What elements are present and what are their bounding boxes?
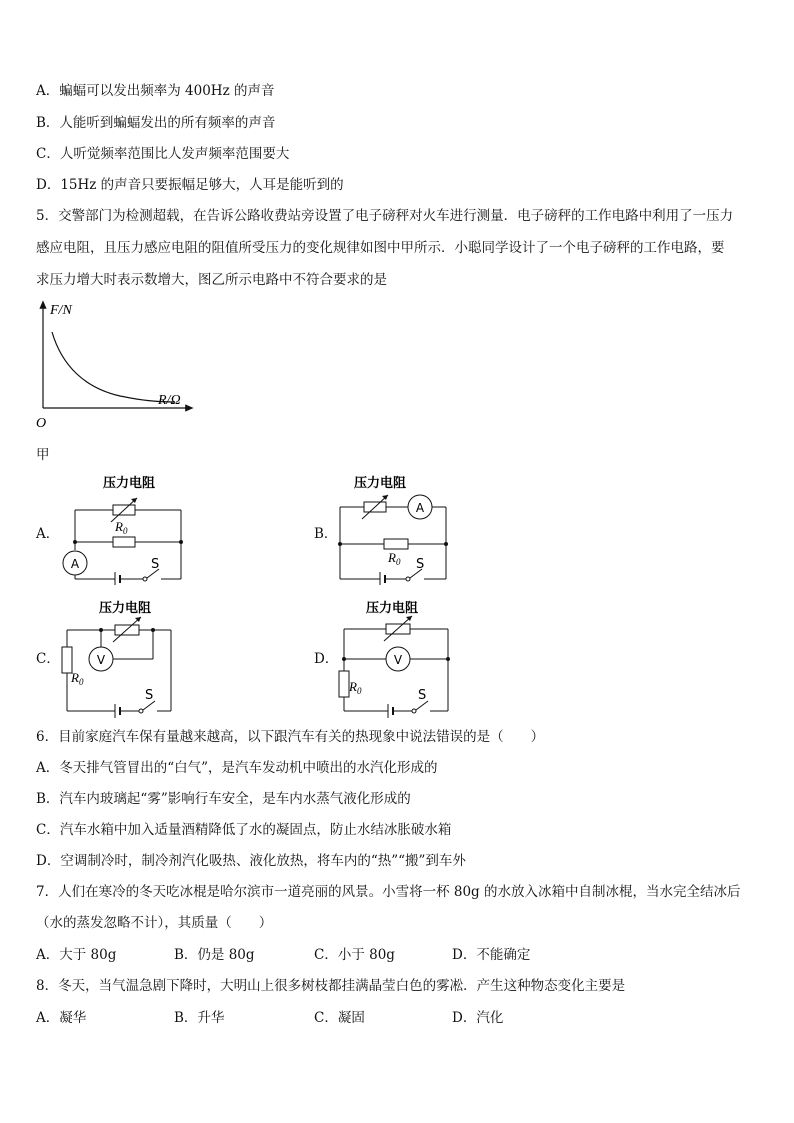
q5-stem-line3: 求压力增大时表示数增大，图乙所示电路中不符合要求的是 bbox=[36, 272, 387, 288]
circuit-d-label: D． bbox=[314, 651, 339, 667]
q5-graph-caption: 甲 bbox=[36, 447, 50, 463]
q6-option-a: A．冬天排气管冒出的“白气”，是汽车发动机中喷出的水汽化形成的 bbox=[36, 760, 438, 776]
q8-option-a: A．凝华 bbox=[36, 1010, 87, 1026]
q4-option-c: C．人听觉频率范围比人发声频率范围要大 bbox=[36, 146, 290, 162]
svg-text:A: A bbox=[415, 501, 425, 515]
circuit-b-title: 压力电阻 bbox=[354, 476, 407, 491]
q8-options bbox=[36, 1009, 503, 1027]
q7-option-a: A．大于 80g bbox=[36, 947, 117, 963]
graph-x-label: R/Ω bbox=[158, 393, 181, 408]
q4-option-b: B．人能听到蝙蝠发出的所有频率的声音 bbox=[36, 115, 276, 131]
circuit-c-title: 压力电阻 bbox=[99, 601, 152, 616]
graph-curve bbox=[52, 332, 175, 402]
circuit-d-title: 压力电阻 bbox=[366, 601, 419, 616]
circuit-a-label: A． bbox=[36, 526, 60, 542]
q6-option-c: C．汽车水箱中加入适量酒精降低了水的凝固点，防止水结冰胀破水箱 bbox=[36, 822, 452, 838]
q7-option-d: D．不能确定 bbox=[452, 947, 531, 963]
q4-option-a: A．蝙蝠可以发出频率为 400Hz 的声音 bbox=[36, 83, 275, 99]
q7-options bbox=[36, 946, 530, 964]
q6-option-b: B．汽车内玻璃起“雾”影响行车安全，是车内水蒸气液化形成的 bbox=[36, 791, 411, 807]
q5-graph-jia bbox=[30, 296, 200, 436]
q8-stem: 8．冬天，当气温急剧下降时，大明山上很多树枝都挂满晶莹白色的雾凇．产生这种物态变化主要是 bbox=[36, 978, 626, 994]
circuit-d bbox=[332, 595, 472, 720]
svg-text:S: S bbox=[151, 557, 160, 572]
q8-option-d: D．汽化 bbox=[452, 1010, 504, 1026]
circuit-b-label: B． bbox=[314, 526, 338, 542]
circuit-a-title: 压力电阻 bbox=[103, 476, 156, 491]
q4-option-d: D．15Hz 的声音只要振幅足够大，人耳是能听到的 bbox=[36, 177, 344, 193]
svg-text:A: A bbox=[70, 557, 80, 571]
graph-y-label: F/N bbox=[50, 303, 72, 318]
circuit-b bbox=[332, 470, 472, 585]
circuit-b-r0: $R_0$ bbox=[388, 550, 401, 567]
circuit-a-r0: $R_0$ bbox=[115, 519, 128, 536]
circuit-d-r0: $R_0$ bbox=[349, 679, 362, 696]
q8-option-b: B．升华 bbox=[174, 1010, 225, 1026]
svg-text:S: S bbox=[416, 557, 425, 572]
q6-stem: 6．目前家庭汽车保有量越来越高，以下跟汽车有关的热现象中说法错误的是（ ） bbox=[36, 729, 545, 745]
svg-text:V: V bbox=[393, 653, 403, 667]
q7-stem-line1: 7．人们在寒冷的冬天吃冰棍是哈尔滨市一道亮丽的风景。小雪将一杯 80g 的水放入冰箱中自制冰棍，当水完全结冰后 bbox=[36, 884, 741, 900]
q7-option-c: C．小于 80g bbox=[314, 947, 395, 963]
svg-text:S: S bbox=[145, 688, 154, 703]
circuit-d-r0-resistor bbox=[339, 671, 349, 697]
q6-option-d: D．空调制冷时，制冷剂汽化吸热、液化放热，将车内的“热”“搬”到车外 bbox=[36, 853, 466, 869]
q7-option-b: B．仍是 80g bbox=[174, 947, 255, 963]
circuit-c-label: C． bbox=[36, 651, 60, 667]
q7-stem-line2: （水的蒸发忽略不计），其质量（ ） bbox=[36, 915, 273, 931]
circuit-a bbox=[55, 470, 195, 585]
svg-text:S: S bbox=[418, 688, 427, 703]
svg-text:V: V bbox=[96, 653, 106, 667]
circuit-c-r0: $R_0$ bbox=[71, 670, 84, 687]
graph-origin-label: O bbox=[36, 416, 47, 431]
q5-stem-line2: 感应电阻，且压力感应电阻的阻值所受压力的变化规律如图中甲所示．小聪同学设计了一个电子磅秤的工作电路，要 bbox=[36, 240, 725, 256]
q8-option-c: C．凝固 bbox=[314, 1010, 365, 1026]
q5-stem-line1: 5．交警部门为检测超载，在告诉公路收费站旁设置了电子磅秤对火车进行测量．电子磅秤的工作电路中利用了一压力 bbox=[36, 208, 734, 224]
circuit-c bbox=[55, 595, 195, 720]
